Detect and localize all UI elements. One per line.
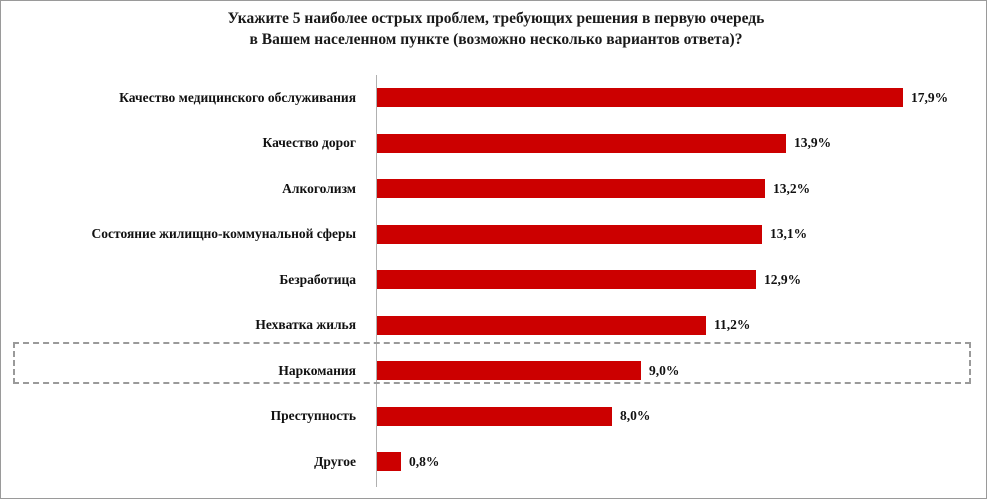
bar xyxy=(377,179,765,198)
bar-value-label: 9,0% xyxy=(649,362,680,378)
bar-container xyxy=(377,166,810,212)
bar xyxy=(377,134,786,153)
bar-value-label: 11,2% xyxy=(714,317,751,333)
chart-title xyxy=(61,9,931,51)
bar xyxy=(377,361,641,380)
bar-value-label: 13,9% xyxy=(794,135,832,151)
bar-container xyxy=(377,348,679,394)
bar-rows xyxy=(1,75,987,485)
category-label: Преступность xyxy=(270,408,356,424)
bar-container xyxy=(377,439,439,485)
chart-title-line-2: в Вашем населенном пункте (возможно несколько вариантов ответа)? xyxy=(249,30,743,48)
bar-row xyxy=(1,439,987,485)
bar-container xyxy=(377,212,807,258)
bar-container xyxy=(377,257,801,303)
category-label: Безработица xyxy=(279,271,356,287)
bar xyxy=(377,88,903,107)
bar-row xyxy=(1,121,987,167)
bar-container xyxy=(377,121,831,167)
bar-row xyxy=(1,303,987,349)
bar-value-label: 13,1% xyxy=(770,226,808,242)
chart-title-line-1: Укажите 5 наиболее острых проблем, требующих решения в первую очередь xyxy=(227,10,765,27)
plot-area xyxy=(1,69,987,494)
bar xyxy=(377,316,706,335)
bar xyxy=(377,225,762,244)
bar-value-label: 17,9% xyxy=(911,89,949,105)
bar xyxy=(377,452,401,471)
category-label: Другое xyxy=(314,453,356,469)
category-label: Качество медицинского обслуживания xyxy=(119,89,356,105)
bar-row xyxy=(1,394,987,440)
bar xyxy=(377,407,612,426)
bar-value-label: 12,9% xyxy=(764,271,802,287)
category-label: Алкоголизм xyxy=(282,180,356,196)
bar-container xyxy=(377,303,750,349)
category-label: Качество дорог xyxy=(262,135,356,151)
category-label: Состояние жилищно-коммунальной сферы xyxy=(91,226,356,242)
bar-row xyxy=(1,75,987,121)
bar-value-label: 8,0% xyxy=(620,408,651,424)
bar-container xyxy=(377,394,650,440)
bar-row xyxy=(1,166,987,212)
bar-row-highlighted xyxy=(1,348,987,394)
bar-value-label: 0,8% xyxy=(409,453,440,469)
bar-container xyxy=(377,75,948,121)
bar-row xyxy=(1,212,987,258)
category-label: Нехватка жилья xyxy=(255,317,356,333)
bar xyxy=(377,270,756,289)
bar-row xyxy=(1,257,987,303)
bar-value-label: 13,2% xyxy=(773,180,811,196)
category-label: Наркомания xyxy=(278,362,356,378)
